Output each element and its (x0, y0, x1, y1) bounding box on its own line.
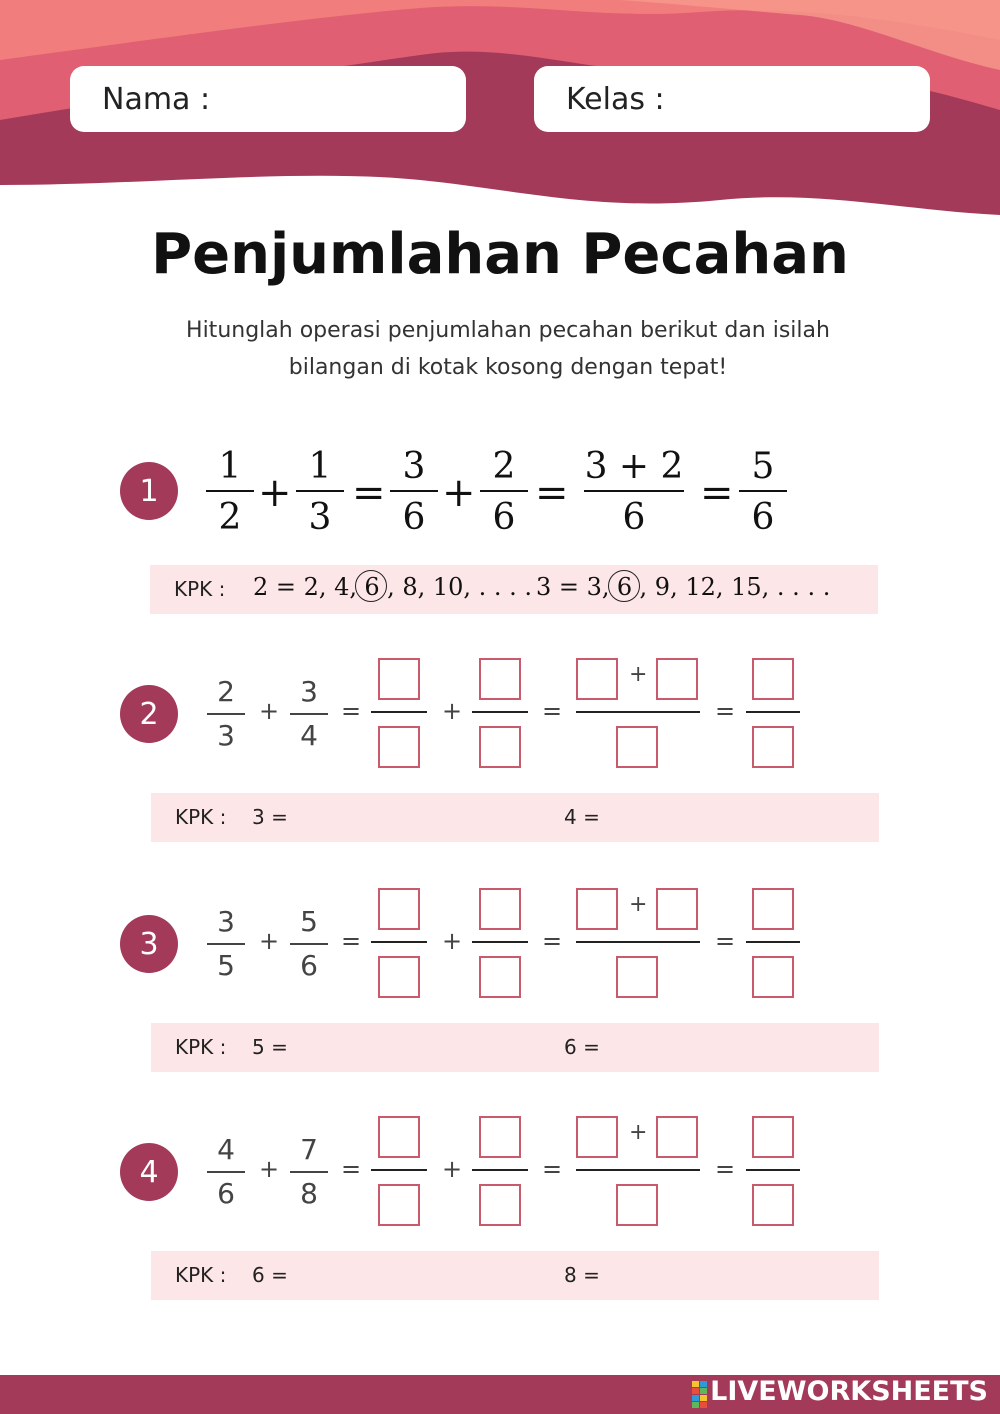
answer-box[interactable] (479, 1184, 521, 1226)
denominator: 3 (217, 719, 235, 752)
plus-sign: + (629, 662, 648, 687)
denominator: 6 (622, 497, 646, 538)
answer-box[interactable] (378, 888, 420, 930)
denominator: 2 (218, 497, 242, 538)
answer-box[interactable] (378, 726, 420, 768)
equals-sign: = (341, 927, 362, 955)
numerator: 1 (308, 446, 332, 487)
numerator: 3 (402, 446, 426, 487)
kpk-label: KPK : (175, 805, 227, 829)
example-fraction (200, 446, 260, 538)
numerator: 5 (751, 446, 775, 487)
example-fraction (474, 446, 534, 538)
kpk-multiples-b (536, 573, 830, 601)
equals-sign: = (715, 697, 736, 725)
numerator: 4 (217, 1133, 235, 1166)
instruction-line-2: bilangan di kotak kosong dengan tepat! (288, 355, 728, 380)
plus-sign: + (259, 697, 280, 725)
answer-box[interactable] (616, 956, 658, 998)
answer-box[interactable] (576, 1116, 618, 1158)
denominator: 6 (300, 949, 318, 982)
answer-box[interactable] (378, 1184, 420, 1226)
numerator: 1 (218, 446, 242, 487)
name-label: Nama : (102, 81, 211, 117)
denominator: 3 (308, 497, 332, 538)
plus-sign: + (442, 927, 463, 955)
kpk-multiples-b[interactable]: 8 = (564, 1263, 600, 1287)
denominator: 4 (300, 719, 318, 752)
plus-sign: + (442, 470, 476, 516)
answer-box[interactable] (479, 888, 521, 930)
answer-box[interactable] (378, 658, 420, 700)
kpk-multiples-a[interactable]: 5 = (252, 1035, 288, 1059)
kpk-row-4 (151, 1251, 879, 1300)
numerator: 5 (300, 905, 318, 938)
answer-box[interactable] (576, 658, 618, 700)
answer-box[interactable] (656, 888, 698, 930)
equals-sign: = (700, 470, 734, 516)
equals-sign: = (352, 470, 386, 516)
example-fraction (290, 446, 350, 538)
name-field[interactable] (70, 66, 466, 132)
numerator: 3 + 2 (584, 446, 684, 487)
kpk-label: KPK : (175, 1035, 227, 1059)
numerator: 3 (217, 905, 235, 938)
kpk-multiples-b[interactable]: 4 = (564, 805, 600, 829)
example-fraction (384, 446, 444, 538)
denominator: 6 (492, 497, 516, 538)
answer-box[interactable] (616, 1184, 658, 1226)
class-label: Kelas : (566, 81, 665, 117)
problem-number-4: 4 (120, 1143, 178, 1201)
denominator: 5 (217, 949, 235, 982)
circle-mark (608, 570, 640, 602)
kpk-row-2 (151, 793, 879, 842)
plus-sign: + (259, 927, 280, 955)
liveworksheets-logo-text: LIVEWORKSHEETS (710, 1376, 988, 1407)
answer-box[interactable] (378, 956, 420, 998)
answer-box[interactable] (576, 888, 618, 930)
class-field[interactable] (534, 66, 930, 132)
numerator: 7 (300, 1133, 318, 1166)
plus-sign: + (629, 892, 648, 917)
kpk-multiples-a (253, 573, 532, 601)
kpk-a-circled: 6 (364, 573, 380, 601)
problem-number-2: 2 (120, 685, 178, 743)
answer-box[interactable] (378, 1116, 420, 1158)
kpk-multiples-a[interactable]: 6 = (252, 1263, 288, 1287)
equals-sign: = (542, 697, 563, 725)
example-fraction (582, 446, 686, 538)
kpk-label: KPK : (174, 577, 226, 601)
denominator: 8 (300, 1177, 318, 1210)
instructions (100, 312, 916, 386)
denominator: 6 (217, 1177, 235, 1210)
plus-sign: + (629, 1120, 648, 1145)
problem-number-3: 3 (120, 915, 178, 973)
equals-sign: = (715, 927, 736, 955)
answer-box[interactable] (752, 1184, 794, 1226)
equals-sign: = (542, 927, 563, 955)
plus-sign: + (442, 697, 463, 725)
plus-sign: + (442, 1155, 463, 1183)
kpk-b-suffix: , 9, 12, 15, . . . . (639, 573, 831, 601)
equals-sign: = (341, 697, 362, 725)
answer-box[interactable] (479, 658, 521, 700)
answer-box[interactable] (656, 1116, 698, 1158)
kpk-multiples-b[interactable]: 6 = (564, 1035, 600, 1059)
answer-box[interactable] (479, 1116, 521, 1158)
kpk-row-3 (151, 1023, 879, 1072)
kpk-a-prefix: 2 = 2, 4, (253, 573, 358, 601)
numerator: 3 (300, 675, 318, 708)
kpk-row-1 (150, 565, 878, 614)
answer-box[interactable] (616, 726, 658, 768)
example-fraction (733, 446, 793, 538)
kpk-multiples-a[interactable]: 3 = (252, 805, 288, 829)
answer-box[interactable] (656, 658, 698, 700)
answer-box[interactable] (752, 956, 794, 998)
answer-box[interactable] (752, 658, 794, 700)
equals-sign: = (542, 1155, 563, 1183)
instruction-line-1: Hitunglah operasi penjumlahan pecahan berikut dan isilah (186, 318, 830, 343)
liveworksheets-logo-icon (692, 1381, 708, 1409)
denominator: 6 (402, 497, 426, 538)
numerator: 2 (492, 446, 516, 487)
kpk-a-suffix: , 8, 10, . . . . (387, 573, 533, 601)
answer-box[interactable] (479, 956, 521, 998)
equals-sign: = (341, 1155, 362, 1183)
kpk-label: KPK : (175, 1263, 227, 1287)
answer-box[interactable] (479, 726, 521, 768)
kpk-b-prefix: 3 = 3, (536, 573, 610, 601)
numerator: 2 (217, 675, 235, 708)
plus-sign: + (258, 470, 292, 516)
equals-sign: = (715, 1155, 736, 1183)
answer-box[interactable] (752, 1116, 794, 1158)
answer-box[interactable] (752, 726, 794, 768)
equals-sign: = (535, 470, 569, 516)
plus-sign: + (259, 1155, 280, 1183)
kpk-b-circled: 6 (616, 573, 633, 601)
denominator: 6 (751, 497, 775, 538)
circle-mark (355, 570, 387, 602)
answer-box[interactable] (752, 888, 794, 930)
problem-number-1: 1 (120, 462, 178, 520)
page-title: Penjumlahan Pecahan (151, 222, 849, 287)
